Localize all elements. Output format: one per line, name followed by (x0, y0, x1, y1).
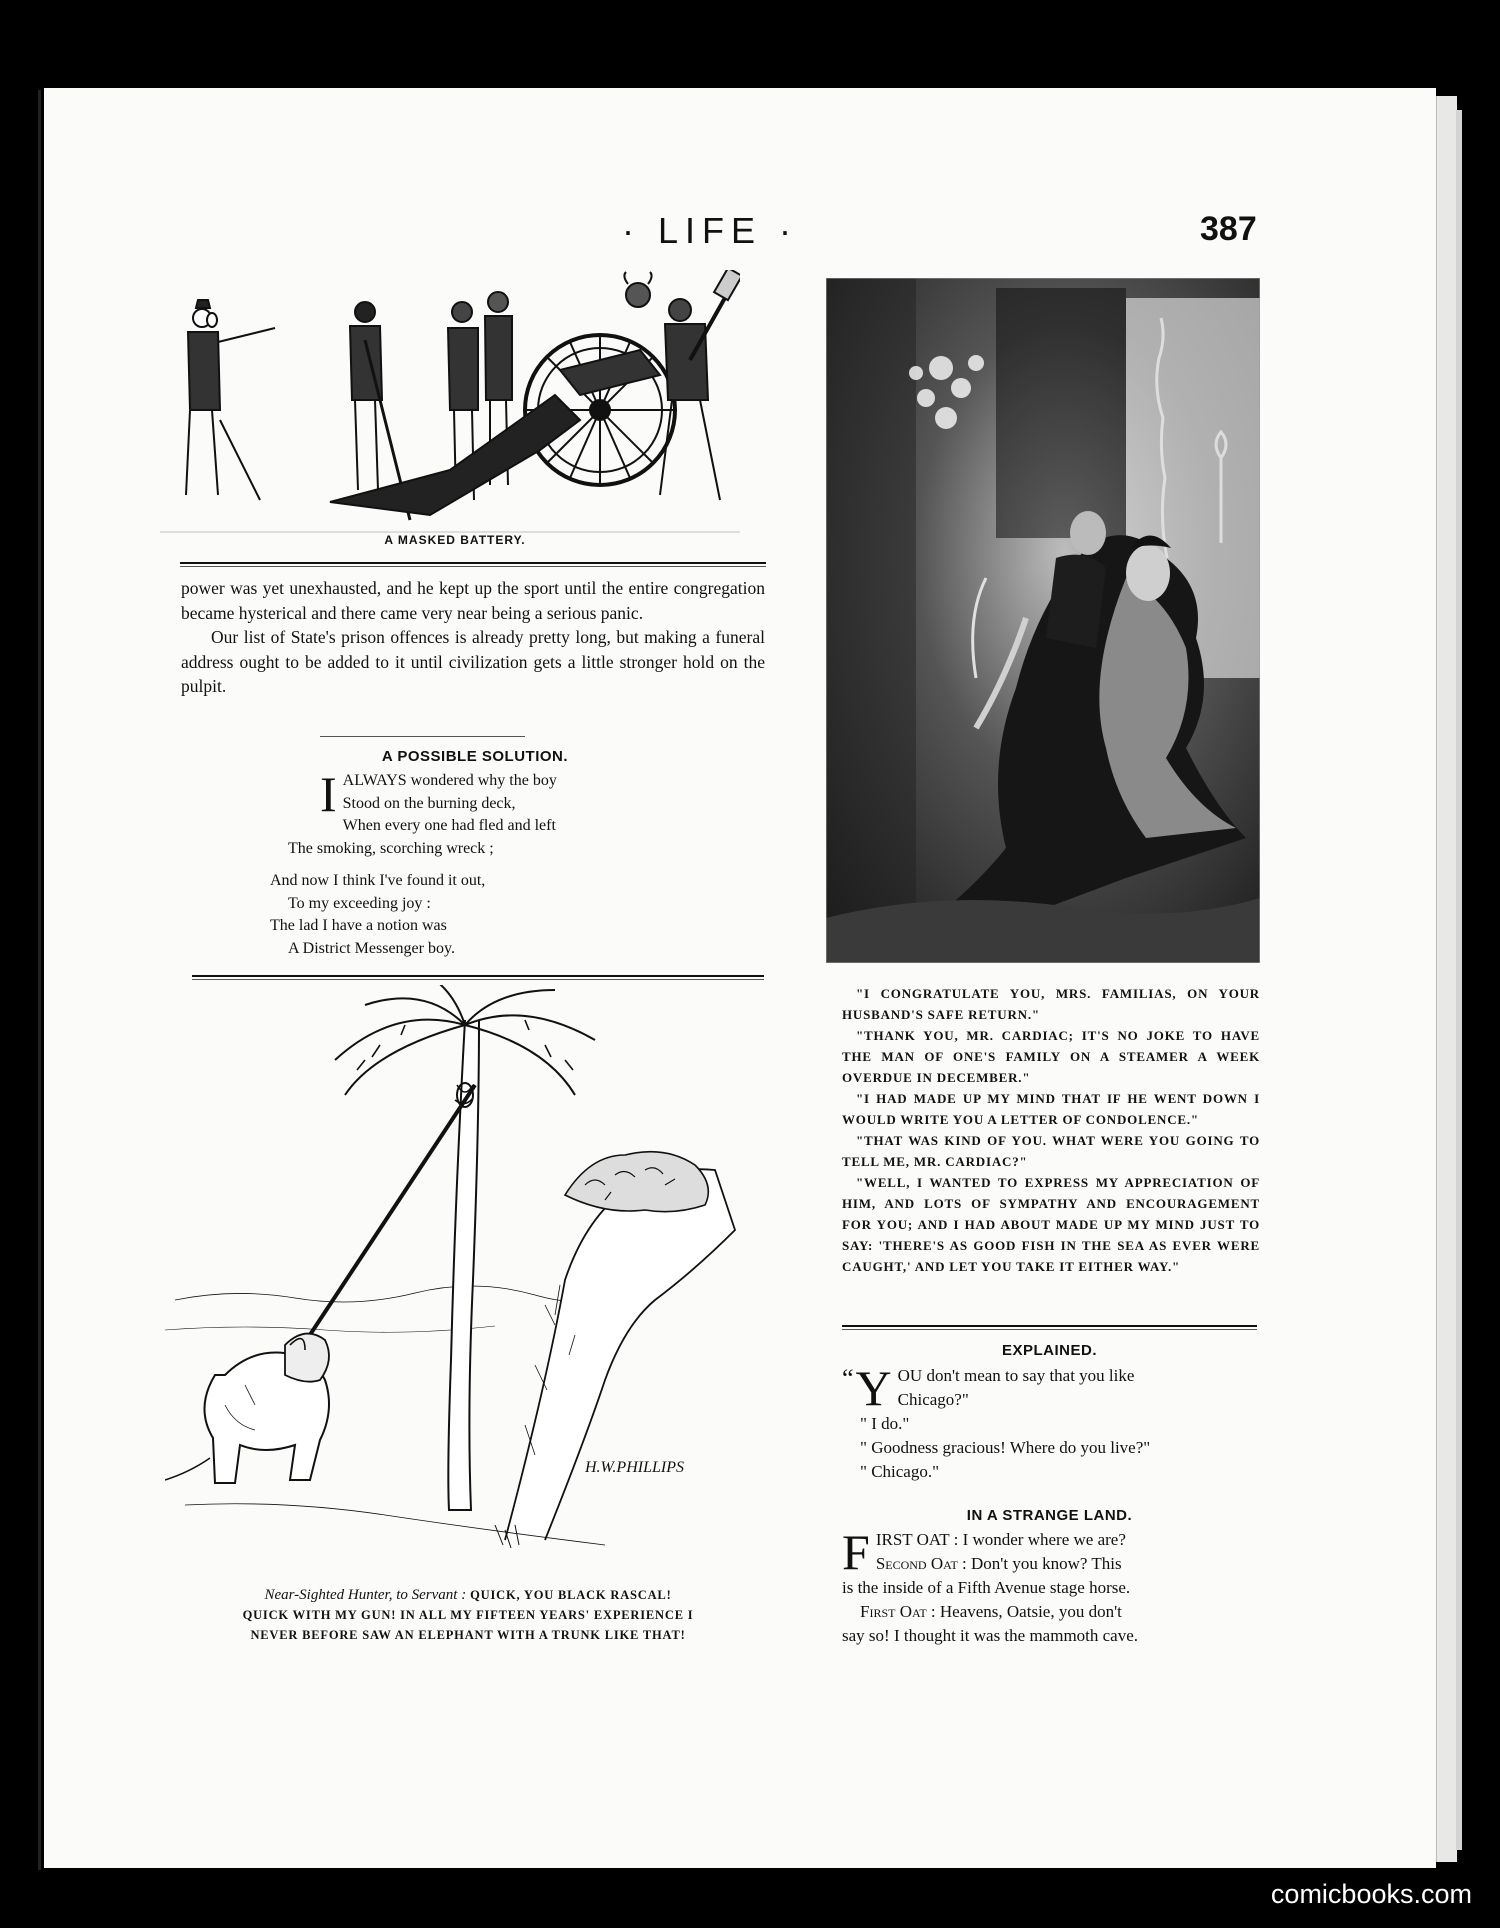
strange-land-body (842, 1524, 1260, 1648)
horned-soldier-figure (624, 270, 740, 500)
site-watermark: comicbooks.com (1270, 1879, 1472, 1909)
article-paragraph: power was yet unexhausted, and he kept up the sport until the entire congregation became hysterical and there came very near being a serious panic. (181, 578, 765, 623)
strange-land-line: say so! I thought it was the mammoth cave. (842, 1626, 1139, 1645)
section-rule (192, 975, 764, 977)
strange-land-title: IN A STRANGE LAND. (966, 1507, 1133, 1524)
poem-line: ALWAYS wondered why the boy (342, 772, 557, 789)
elephant-caption-text: QUICK, YOU BLACK RASCAL! (466, 1588, 672, 1602)
page-edge-shadow (1456, 110, 1462, 1850)
dialogue-paragraph: "I CONGRATULATE YOU, MRS. FAMILIAS, ON YOUR HUSBAND'S SAFE RETURN." (842, 986, 1260, 1022)
section-rule-thin (180, 566, 766, 567)
explained-dropcap: Y (855, 1360, 892, 1416)
speaker-label: IRST OAT : (875, 1530, 959, 1549)
left-binding (0, 0, 36, 1928)
explained-body (842, 1360, 1260, 1484)
speaker-label: Second Oat : (875, 1554, 967, 1573)
article-paragraph: Our list of State's prison offences is already pretty long, but making a funeral address ought to be added to it until civilization gets a little stronger hold on the pulpit. (181, 627, 765, 696)
dialogue-paragraph: "THANK YOU, MR. CARDIAC; IT'S NO JOKE TO HAVE THE MAN OF ONE'S FAMILY ON A STEAMER A WEEK OVERDUE IN DECEMBER." (842, 1028, 1260, 1085)
masked-battery-illustration (160, 270, 740, 540)
page-number: 387 (1200, 210, 1257, 248)
dialogue-block (842, 983, 1260, 1277)
strange-land-dropcap: F (842, 1524, 870, 1580)
poem-line: To my exceeding joy : (288, 894, 431, 912)
elephant-caption-speaker: Near-Sighted Hunter, to Servant : (264, 1587, 467, 1603)
officer-figure (186, 300, 275, 500)
poem-line: The smoking, scorching wreck ; (288, 839, 494, 857)
speaker-label: First Oat : (860, 1602, 936, 1621)
drawing-room-illustration (826, 278, 1260, 963)
section-rule (180, 562, 766, 564)
section-rule-thin (192, 979, 764, 980)
section-rule (842, 1325, 1257, 1327)
elephant-caption (168, 1585, 768, 1645)
explained-line: " Chicago." (860, 1462, 940, 1481)
strange-land-line: I wonder where we are? (958, 1530, 1126, 1549)
explained-line: " I do." (860, 1414, 910, 1433)
page-header (0, 210, 1500, 260)
section-rule-thin (842, 1329, 1257, 1330)
explained-open-quote: “ (842, 1364, 854, 1393)
explained-line: " Goodness gracious! Where do you live?" (860, 1438, 1151, 1457)
strange-land-line: Don't you know? This (966, 1554, 1122, 1573)
article-text (181, 576, 765, 699)
page-edge (1436, 96, 1457, 1862)
elephant-illustration (165, 985, 765, 1590)
poem-body (270, 766, 650, 960)
poem-line: Stood on the burning deck, (342, 794, 516, 812)
poem-title: A POSSIBLE SOLUTION. (381, 748, 569, 765)
elephant-caption-text: QUICK WITH MY GUN! IN ALL MY FIFTEEN YEARS' EXPERIENCE I (242, 1608, 694, 1622)
explained-line: OU don't mean to say that you like (897, 1366, 1135, 1385)
poem-dropcap: I (320, 766, 337, 822)
binding-line (38, 90, 41, 1870)
poem-line: And now I think I've found it out, (270, 872, 486, 889)
poem-rule (320, 736, 525, 737)
artist-signature: H.W.PHILLIPS (585, 1459, 684, 1476)
poem-line: The lad I have a notion was (270, 917, 447, 934)
poem-line: When every one had fled and left (342, 817, 556, 834)
elephant-figure (165, 1334, 329, 1483)
magazine-title: · LIFE · (621, 210, 798, 251)
elephant-caption-text: NEVER BEFORE SAW AN ELEPHANT WITH A TRUNK LIKE THAT! (250, 1628, 686, 1642)
dialogue-paragraph: "WELL, I WANTED TO EXPRESS MY APPRECIATION OF HIM, AND LOTS OF SYMPATHY AND ENCOURAGEMENT FOR YOU; AND I HAD ABOUT MADE UP MY MIND JUST TO SAY: 'THERE'S AS GOOD FISH IN THE SEA AS EVER WERE CAUGHT,' AND LET YOU TAKE IT EITHER WAY." (842, 1175, 1260, 1274)
strange-land-line: is the inside of a Fifth Avenue stage horse. (842, 1578, 1131, 1597)
dialogue-paragraph: "THAT WAS KIND OF YOU. WHAT WERE YOU GOING TO TELL ME, MR. CARDIAC?" (842, 1133, 1260, 1169)
poem-line: A District Messenger boy. (288, 939, 455, 957)
strange-land-line: Heavens, Oatsie, you don't (935, 1602, 1122, 1621)
explained-title: EXPLAINED. (1001, 1342, 1097, 1359)
masked-battery-caption: A MASKED BATTERY. (384, 533, 526, 547)
explained-line: Chicago?" (897, 1390, 969, 1409)
dialogue-paragraph: "I HAD MADE UP MY MIND THAT IF HE WENT DOWN I WOULD WRITE YOU A LETTER OF CONDOLENCE." (842, 1091, 1260, 1127)
